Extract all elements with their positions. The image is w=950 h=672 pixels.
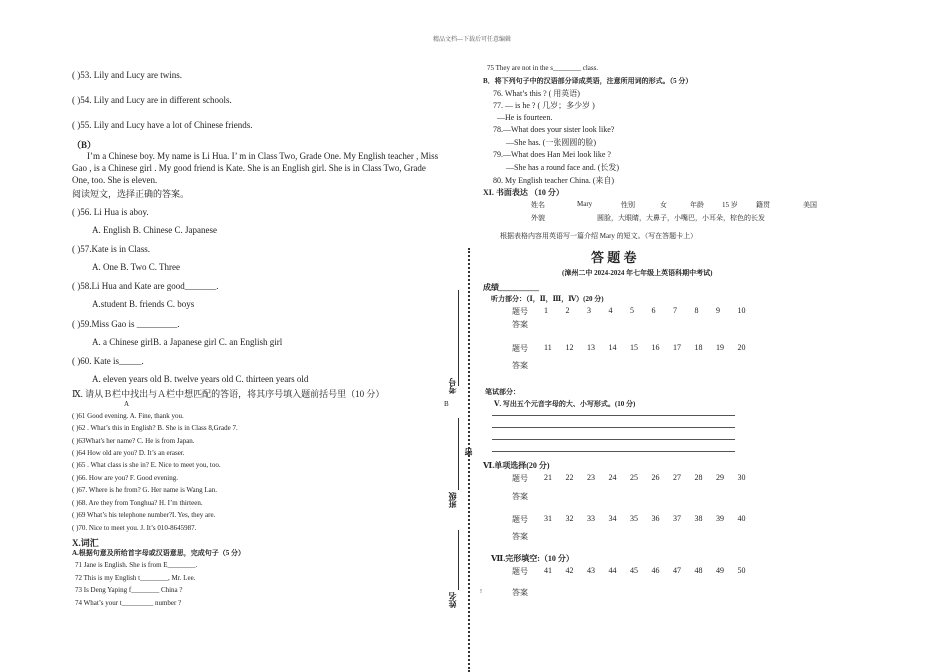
row2-numbers	[544, 343, 759, 352]
q57: ( )57.Kate is in Class.	[72, 244, 150, 254]
q-num: 26	[651, 473, 660, 482]
vowel-answer-line-4	[492, 451, 735, 452]
label-kaohao: 考号	[448, 378, 457, 394]
q-num: 8	[694, 306, 699, 315]
binding-dotted-line	[468, 248, 470, 672]
q56-options: A. English B. Chinese C. Japanese	[92, 225, 217, 235]
q-num: 39	[716, 514, 724, 523]
q-num: 32	[565, 514, 574, 523]
row4-answer-label: 答案	[512, 532, 528, 541]
vocab-74: 74 What’s your t_________ number ?	[75, 599, 182, 607]
passage-line-1: I’m a Chinese boy. My name is Li Hua. I’ m in Class Two, Grade One. My English teacher , Miss	[87, 151, 439, 161]
row1-answer-label: 答案	[512, 320, 528, 329]
q-num: 11	[544, 343, 552, 352]
answer-sheet-title: 答 题 卷	[591, 250, 637, 265]
q-num: 44	[608, 566, 617, 575]
q-num: 9	[716, 306, 720, 315]
q60: ( )60. Kate is_____.	[72, 356, 144, 366]
info-age-label: 年龄	[690, 201, 704, 209]
vocab-73: 73 Is Deng Yaping f________ China ?	[75, 586, 183, 594]
q-num: 18	[694, 343, 703, 352]
match-68: ( )68. Are they from Tonghua? H. I’m thirteen.	[72, 499, 203, 507]
tf-53: ( )53. Lily and Lucy are twins.	[72, 70, 182, 80]
info-origin-label: 籍贯	[756, 201, 770, 209]
vowel-answer-line-2	[492, 427, 735, 428]
q-num: 43	[587, 566, 595, 575]
info-origin-value: 美国	[803, 201, 817, 209]
trans-77-answer: —He is fourteen.	[497, 113, 553, 122]
row1-label: 题号	[512, 307, 528, 316]
trans-79-answer: —She has a round face and. (长发)	[506, 163, 620, 172]
q-num: 33	[587, 514, 595, 523]
q59: ( )59.Miss Gao is _________.	[72, 319, 180, 329]
q-num: 14	[608, 343, 617, 352]
info-age-value: 15 岁	[722, 201, 738, 209]
q-num: 12	[565, 343, 574, 352]
matching-title: Ⅸ. 请从Ｂ栏中找出与Ａ栏中想匹配的答语，将其序号填入题前括号里（10 分）	[72, 389, 385, 399]
match-62: ( )62 . What’s this in English? B. She is in Class 8,Grade 7.	[72, 424, 238, 432]
q-num: 24	[608, 473, 617, 482]
q-num: 34	[608, 514, 617, 523]
margin-line-3	[458, 530, 459, 590]
passage-line-2: Gao , is a Chinese girl . My good friend is Kate. She is an English girl. She is in Class Two, Grade	[72, 163, 426, 173]
q57-options: A. One B. Two C. Three	[92, 262, 181, 272]
mc-title: Ⅵ.单项选择(20 分)	[483, 461, 550, 470]
match-69: ( )69 What’s his telephone number?I. Yes, they are.	[72, 511, 216, 519]
vowel-answer-line-3	[492, 439, 735, 440]
match-70: ( )70. Nice to meet you. J. It’s 010-8645987.	[72, 524, 197, 532]
q-num: 50	[737, 566, 746, 575]
written-part-label: 笔试部分：	[485, 388, 520, 396]
q-num: 2	[565, 306, 570, 315]
q-num: 31	[544, 514, 552, 523]
q-num: 19	[716, 343, 724, 352]
match-65: ( )65 . What class is she in? E. Nice to meet you, too.	[72, 461, 221, 469]
q-num: 49	[716, 566, 724, 575]
column-a-label: A	[124, 400, 130, 408]
match-64: ( )64 How old are you? D. It’s an eraser.	[72, 449, 185, 457]
q-num: 41	[544, 566, 552, 575]
q-num: 7	[673, 306, 677, 315]
q-num: 20	[737, 343, 746, 352]
q-num: 38	[694, 514, 703, 523]
q-num: 10	[737, 306, 746, 315]
trans-79: 79.—What does Han Mei look like ?	[493, 150, 611, 159]
row5-answer-label: 答案	[512, 588, 528, 597]
margin-line-1	[458, 290, 459, 386]
q-num: 29	[716, 473, 724, 482]
row5-label: 题号	[512, 567, 528, 576]
cloze-title: Ⅶ.完形填空:（10 分）	[491, 554, 574, 563]
trans-77: 77. — is he ? ( 几岁；多少岁 )	[493, 101, 595, 110]
info-looks-value: 圆脸，大眼睛，大鼻子，小嘴巴，小耳朵，棕色的长发	[597, 214, 765, 222]
trans-78-answer: —She has. (一张圆圆的脸)	[506, 138, 596, 147]
q-num: 45	[630, 566, 638, 575]
label-mi: 密	[464, 448, 473, 456]
q-num: 21	[544, 473, 552, 482]
q-num: 15	[630, 343, 638, 352]
row3-numbers	[544, 473, 759, 482]
column-b-label: B	[444, 400, 449, 408]
q-num: 36	[651, 514, 660, 523]
vowel-title: Ⅴ. 写出五个元音字母的大、小写形式。(10 分)	[494, 400, 636, 408]
trans-80: 80. My English teacher China. (来自)	[493, 176, 615, 185]
q60-options: A. eleven years old B. twelve years old C. thirteen years old	[92, 374, 309, 384]
q-num: 27	[673, 473, 681, 482]
q-num: 5	[630, 306, 634, 315]
row3-label: 题号	[512, 474, 528, 483]
q56: ( )56. Li Hua is aboy.	[72, 207, 149, 217]
match-61: ( )61 Good evening. A. Fine, thank you.	[72, 412, 184, 420]
score-label: 成绩__________	[483, 283, 539, 292]
match-63: ( )63What's her name? C. He is from Japan.	[72, 437, 195, 445]
row5-numbers	[544, 566, 759, 575]
label-xingming: 姓名	[448, 592, 457, 608]
row3-answer-label: 答案	[512, 492, 528, 501]
cloze-mark: !	[480, 589, 482, 595]
translation-title: B．将下列句子中的汉语部分译成英语，注意所用词的形式。（5 分）	[483, 77, 693, 85]
q-num: 35	[630, 514, 638, 523]
q58: ( )58.Li Hua and Kate are good_______.	[72, 281, 219, 291]
info-looks-label: 外貌	[531, 214, 545, 222]
q-num: 28	[694, 473, 703, 482]
q-num: 16	[651, 343, 660, 352]
row4-numbers	[544, 514, 759, 523]
vocab-75: 75 They are not in the s________ class.	[487, 64, 599, 72]
q-num: 23	[587, 473, 595, 482]
q59-options: A. a Chinese girlB. a Japanese girl C. an English girl	[92, 337, 283, 347]
passage-line-3: One, too. She is eleven.	[72, 175, 158, 185]
vowel-answer-line-1	[492, 415, 735, 416]
vocab-a-instruction: A.根据句意及所给首字母或汉语意思，完成句子（5 分）	[72, 549, 246, 557]
q-num: 37	[673, 514, 681, 523]
writing-task: 根据表格内容用英语写一篇介绍 Mary 的短文。（写在答题卡上）	[500, 232, 698, 240]
q58-options: A.student B. friends C. boys	[92, 299, 195, 309]
trans-76: 76. What’s this ? ( 用英语)	[493, 89, 580, 98]
q-num: 42	[565, 566, 574, 575]
q-num: 1	[544, 306, 548, 315]
row2-answer-label: 答案	[512, 361, 528, 370]
writing-title: XI. 书面表达 （10 分）	[483, 188, 564, 197]
margin-line-2	[458, 418, 459, 490]
q-num: 40	[737, 514, 746, 523]
q-num: 25	[630, 473, 638, 482]
vocab-title: X.词汇	[72, 538, 99, 548]
tf-55: ( )55. Lily and Lucy have a lot of Chinese friends.	[72, 120, 253, 130]
row1-numbers	[544, 306, 759, 315]
q-num: 48	[694, 566, 703, 575]
q-num: 22	[565, 473, 574, 482]
q-num: 4	[608, 306, 613, 315]
listening-title: 听力部分：（Ⅰ，Ⅱ，Ⅲ，Ⅳ）(20 分)	[491, 295, 604, 303]
match-66: ( )66. How are you? F. Good evening.	[72, 474, 178, 482]
row4-label: 题号	[512, 515, 528, 524]
tf-54: ( )54. Lily and Lucy are in different schools.	[72, 95, 232, 105]
q-num: 46	[651, 566, 660, 575]
vocab-71: 71 Jane is English. She is from E________.	[75, 561, 198, 569]
info-sex-value: 女	[660, 201, 667, 209]
exam-name: (漳州二中 2024-2024 年七年级上英语科期中考试)	[562, 269, 713, 277]
q-num: 3	[587, 306, 591, 315]
q-num: 17	[673, 343, 681, 352]
reading-instruction: 阅读短文，选择正确的答案。	[72, 189, 190, 199]
section-b-label: （B）	[72, 140, 97, 150]
q-num: 6	[651, 306, 656, 315]
info-sex-label: 性别	[621, 201, 635, 209]
label-banji: 班级	[448, 492, 457, 508]
vocab-72: 72 This is my English t________, Mr. Lee.	[75, 574, 196, 582]
trans-78: 78.—What does your sister look like?	[493, 125, 615, 134]
q-num: 30	[737, 473, 746, 482]
info-name-label: 姓名	[531, 201, 545, 209]
match-67: ( )67. Where is he from? G. Her name is Wang Lan.	[72, 486, 217, 494]
row2-label: 题号	[512, 344, 528, 353]
q-num: 47	[673, 566, 681, 575]
page-header: 精品文档---下载后可任意编辑	[433, 37, 511, 43]
info-name-value: Mary	[577, 200, 593, 208]
q-num: 13	[587, 343, 595, 352]
